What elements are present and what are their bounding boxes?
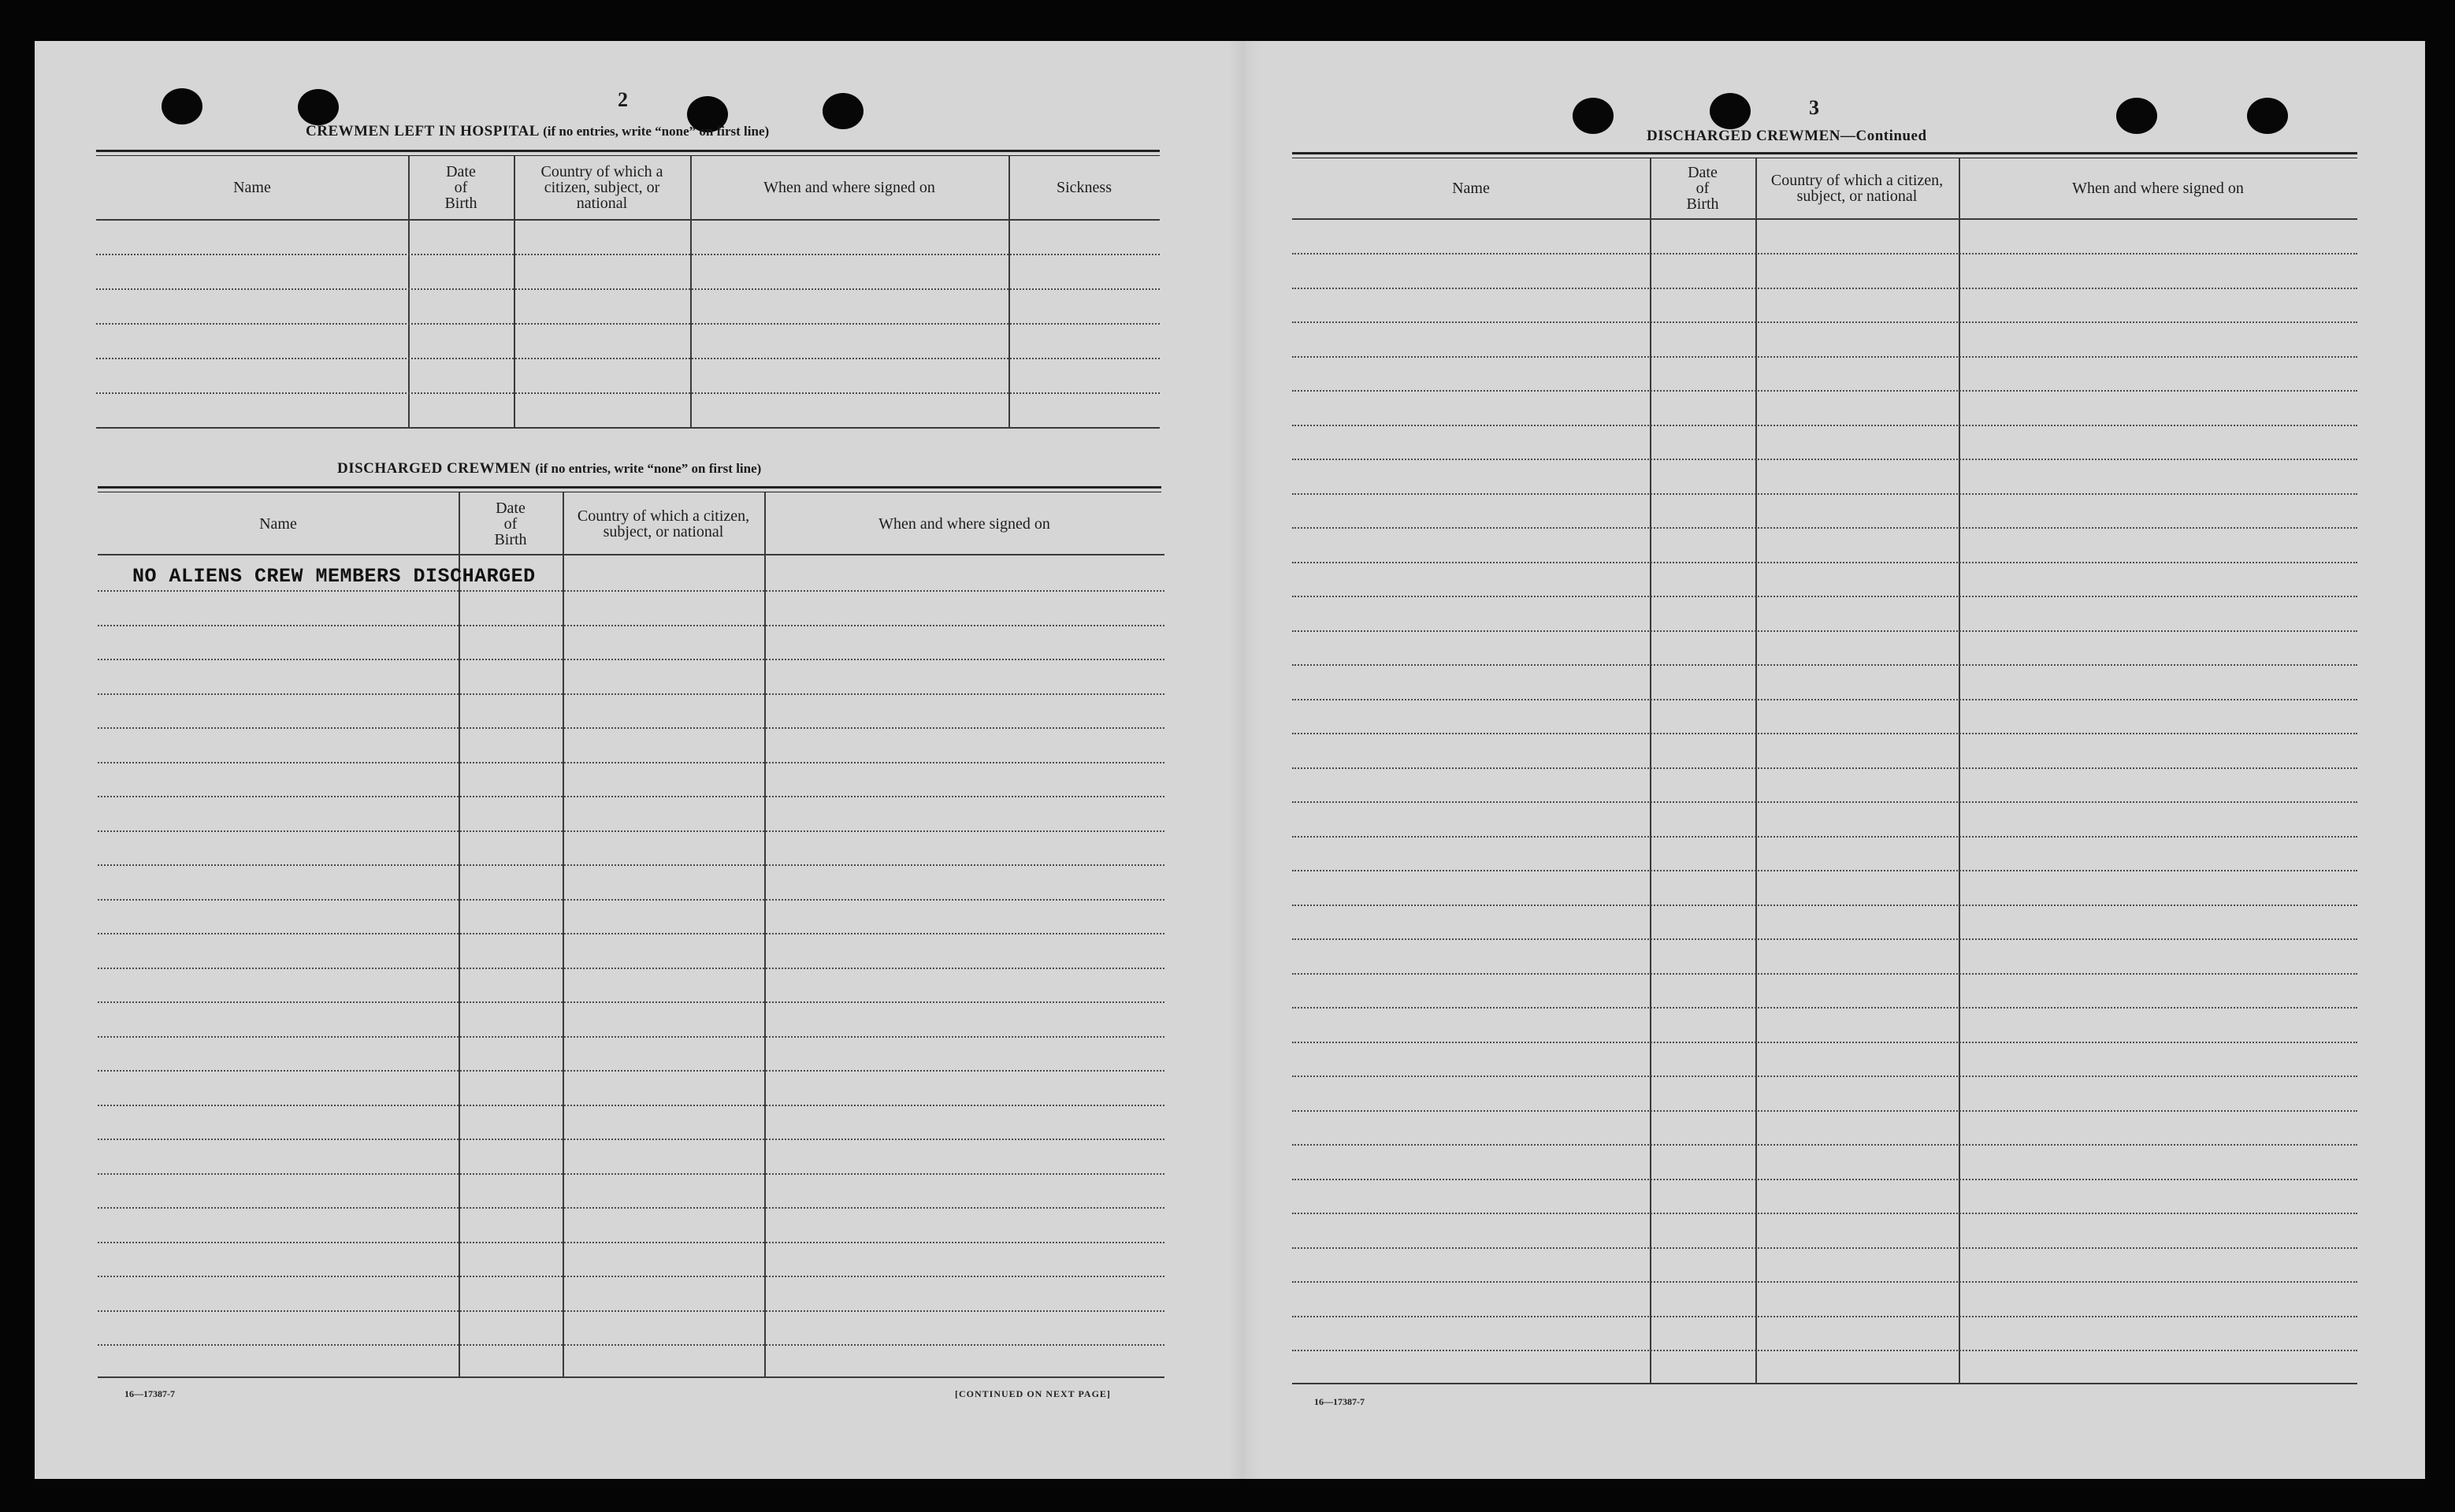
top-rule: [98, 486, 1161, 489]
bottom-rule: [98, 1376, 1164, 1378]
form-number: 16—17387-7: [124, 1388, 175, 1399]
entry-line: [98, 1207, 1164, 1209]
entry-line: [1292, 1350, 2357, 1351]
entry-line: [1292, 562, 2357, 563]
column-divider: [1008, 156, 1010, 429]
entry-line: [1292, 870, 2357, 871]
entry-line: [1292, 1110, 2357, 1112]
entry-line: [1292, 801, 2357, 803]
col-head-name: Name: [1452, 180, 1490, 197]
column-divider: [690, 156, 692, 429]
entry-line: [98, 864, 1164, 866]
entry-line: [1292, 938, 2357, 940]
bottom-rule: [96, 427, 1160, 429]
top-rule: [1292, 152, 2357, 154]
entry-line: [1292, 1213, 2357, 1214]
column-divider: [1650, 158, 1651, 1384]
top-rule: [96, 150, 1160, 152]
entry-line: [98, 1070, 1164, 1072]
entry-line: [1292, 527, 2357, 529]
hospital-table: [96, 156, 1160, 430]
page-number: 2: [618, 88, 628, 111]
entry-line: [1292, 1075, 2357, 1077]
discharged-continued-table: [1292, 158, 2357, 1391]
entry-line: [98, 1105, 1164, 1106]
col-head-country: Country of which a citizen, subject, or national: [577, 507, 750, 541]
section-title-text: CREWMEN LEFT IN HOSPITAL: [306, 123, 539, 139]
column-divider: [1959, 158, 1960, 1384]
col-head-signed-on: When and where signed on: [878, 515, 1050, 533]
section-instruction: (if no entries, write “none” on first line): [535, 461, 762, 476]
entry-line: [98, 590, 1164, 592]
entry-line: [98, 1310, 1164, 1312]
typed-entry: NO ALIENS CREW MEMBERS DISCHARGED: [132, 565, 536, 588]
col-head-country: Country of which a citizen, subject, or national: [540, 163, 663, 212]
entry-line: [1292, 288, 2357, 289]
entry-line: [1292, 1042, 2357, 1043]
entry-line: [1292, 1281, 2357, 1283]
entry-line: [96, 392, 1160, 394]
column-divider: [514, 156, 515, 429]
entry-line: [1292, 321, 2357, 323]
section-instruction: (if no entries, write “none” on first line): [543, 124, 770, 139]
entry-line: [1292, 253, 2357, 254]
entry-line: [96, 358, 1160, 359]
section-title-text: DISCHARGED CREWMEN: [337, 460, 531, 477]
entry-line: [98, 1242, 1164, 1243]
header-rule: [98, 554, 1164, 555]
entry-line: [98, 899, 1164, 901]
col-head-signed-on: When and where signed on: [2072, 180, 2244, 197]
col-head-country: Country of which a citizen, subject, or national: [1770, 172, 1944, 205]
col-head-dob: Date of Birth: [494, 500, 527, 548]
entry-line: [98, 762, 1164, 763]
entry-line: [98, 1139, 1164, 1140]
entry-line: [1292, 493, 2357, 495]
entry-line: [98, 1001, 1164, 1003]
entry-line: [1292, 836, 2357, 838]
column-divider: [408, 156, 410, 429]
entry-line: [1292, 1144, 2357, 1146]
entry-line: [1292, 425, 2357, 426]
column-divider: [1755, 158, 1757, 1384]
entry-line: [1292, 664, 2357, 666]
entry-line: [1292, 905, 2357, 906]
entry-line: [1292, 1179, 2357, 1180]
entry-line: [98, 1344, 1164, 1346]
bottom-rule: [1292, 1383, 2357, 1384]
entry-line: [1292, 699, 2357, 700]
entry-line: [96, 254, 1160, 255]
entry-line: [1292, 1007, 2357, 1009]
entry-line: [96, 323, 1160, 325]
entry-line: [1292, 596, 2357, 597]
col-head-sickness: Sickness: [1057, 179, 1112, 196]
entry-line: [98, 625, 1164, 626]
header-rule: [96, 219, 1160, 221]
entry-line: [98, 727, 1164, 729]
entry-line: [98, 1036, 1164, 1038]
entry-line: [98, 830, 1164, 832]
discharged-continued-title: DISCHARGED CREWMEN—Continued: [1647, 128, 1927, 144]
entry-line: [1292, 459, 2357, 460]
col-head-signed-on: When and where signed on: [763, 179, 935, 196]
discharged-section-title: [337, 460, 761, 477]
entry-line: [98, 933, 1164, 934]
col-head-name: Name: [233, 179, 271, 196]
hospital-section-title: [306, 123, 769, 140]
col-head-name: Name: [259, 515, 297, 533]
entry-line: [1292, 767, 2357, 769]
entry-line: [96, 288, 1160, 290]
entry-line: [98, 659, 1164, 660]
continued-note: [CONTINUED ON NEXT PAGE]: [955, 1388, 1111, 1399]
entry-line: [1292, 1316, 2357, 1317]
col-head-dob: Date of Birth: [444, 163, 477, 212]
entry-line: [98, 968, 1164, 969]
discharged-table: [98, 492, 1164, 1383]
entry-line: [1292, 733, 2357, 734]
entry-line: [98, 1173, 1164, 1175]
entry-line: [98, 796, 1164, 797]
form-number: 16—17387-7: [1314, 1396, 1365, 1407]
entry-line: [98, 693, 1164, 695]
col-head-dob: Date of Birth: [1686, 164, 1719, 213]
page-number: 3: [1809, 96, 1819, 119]
entry-line: [98, 1276, 1164, 1277]
entry-line: [1292, 973, 2357, 975]
right-page: [1229, 0, 2455, 1512]
entry-line: [1292, 630, 2357, 632]
header-rule: [1292, 218, 2357, 220]
entry-line: [1292, 1247, 2357, 1249]
entry-line: [1292, 356, 2357, 358]
entry-line: [1292, 390, 2357, 392]
